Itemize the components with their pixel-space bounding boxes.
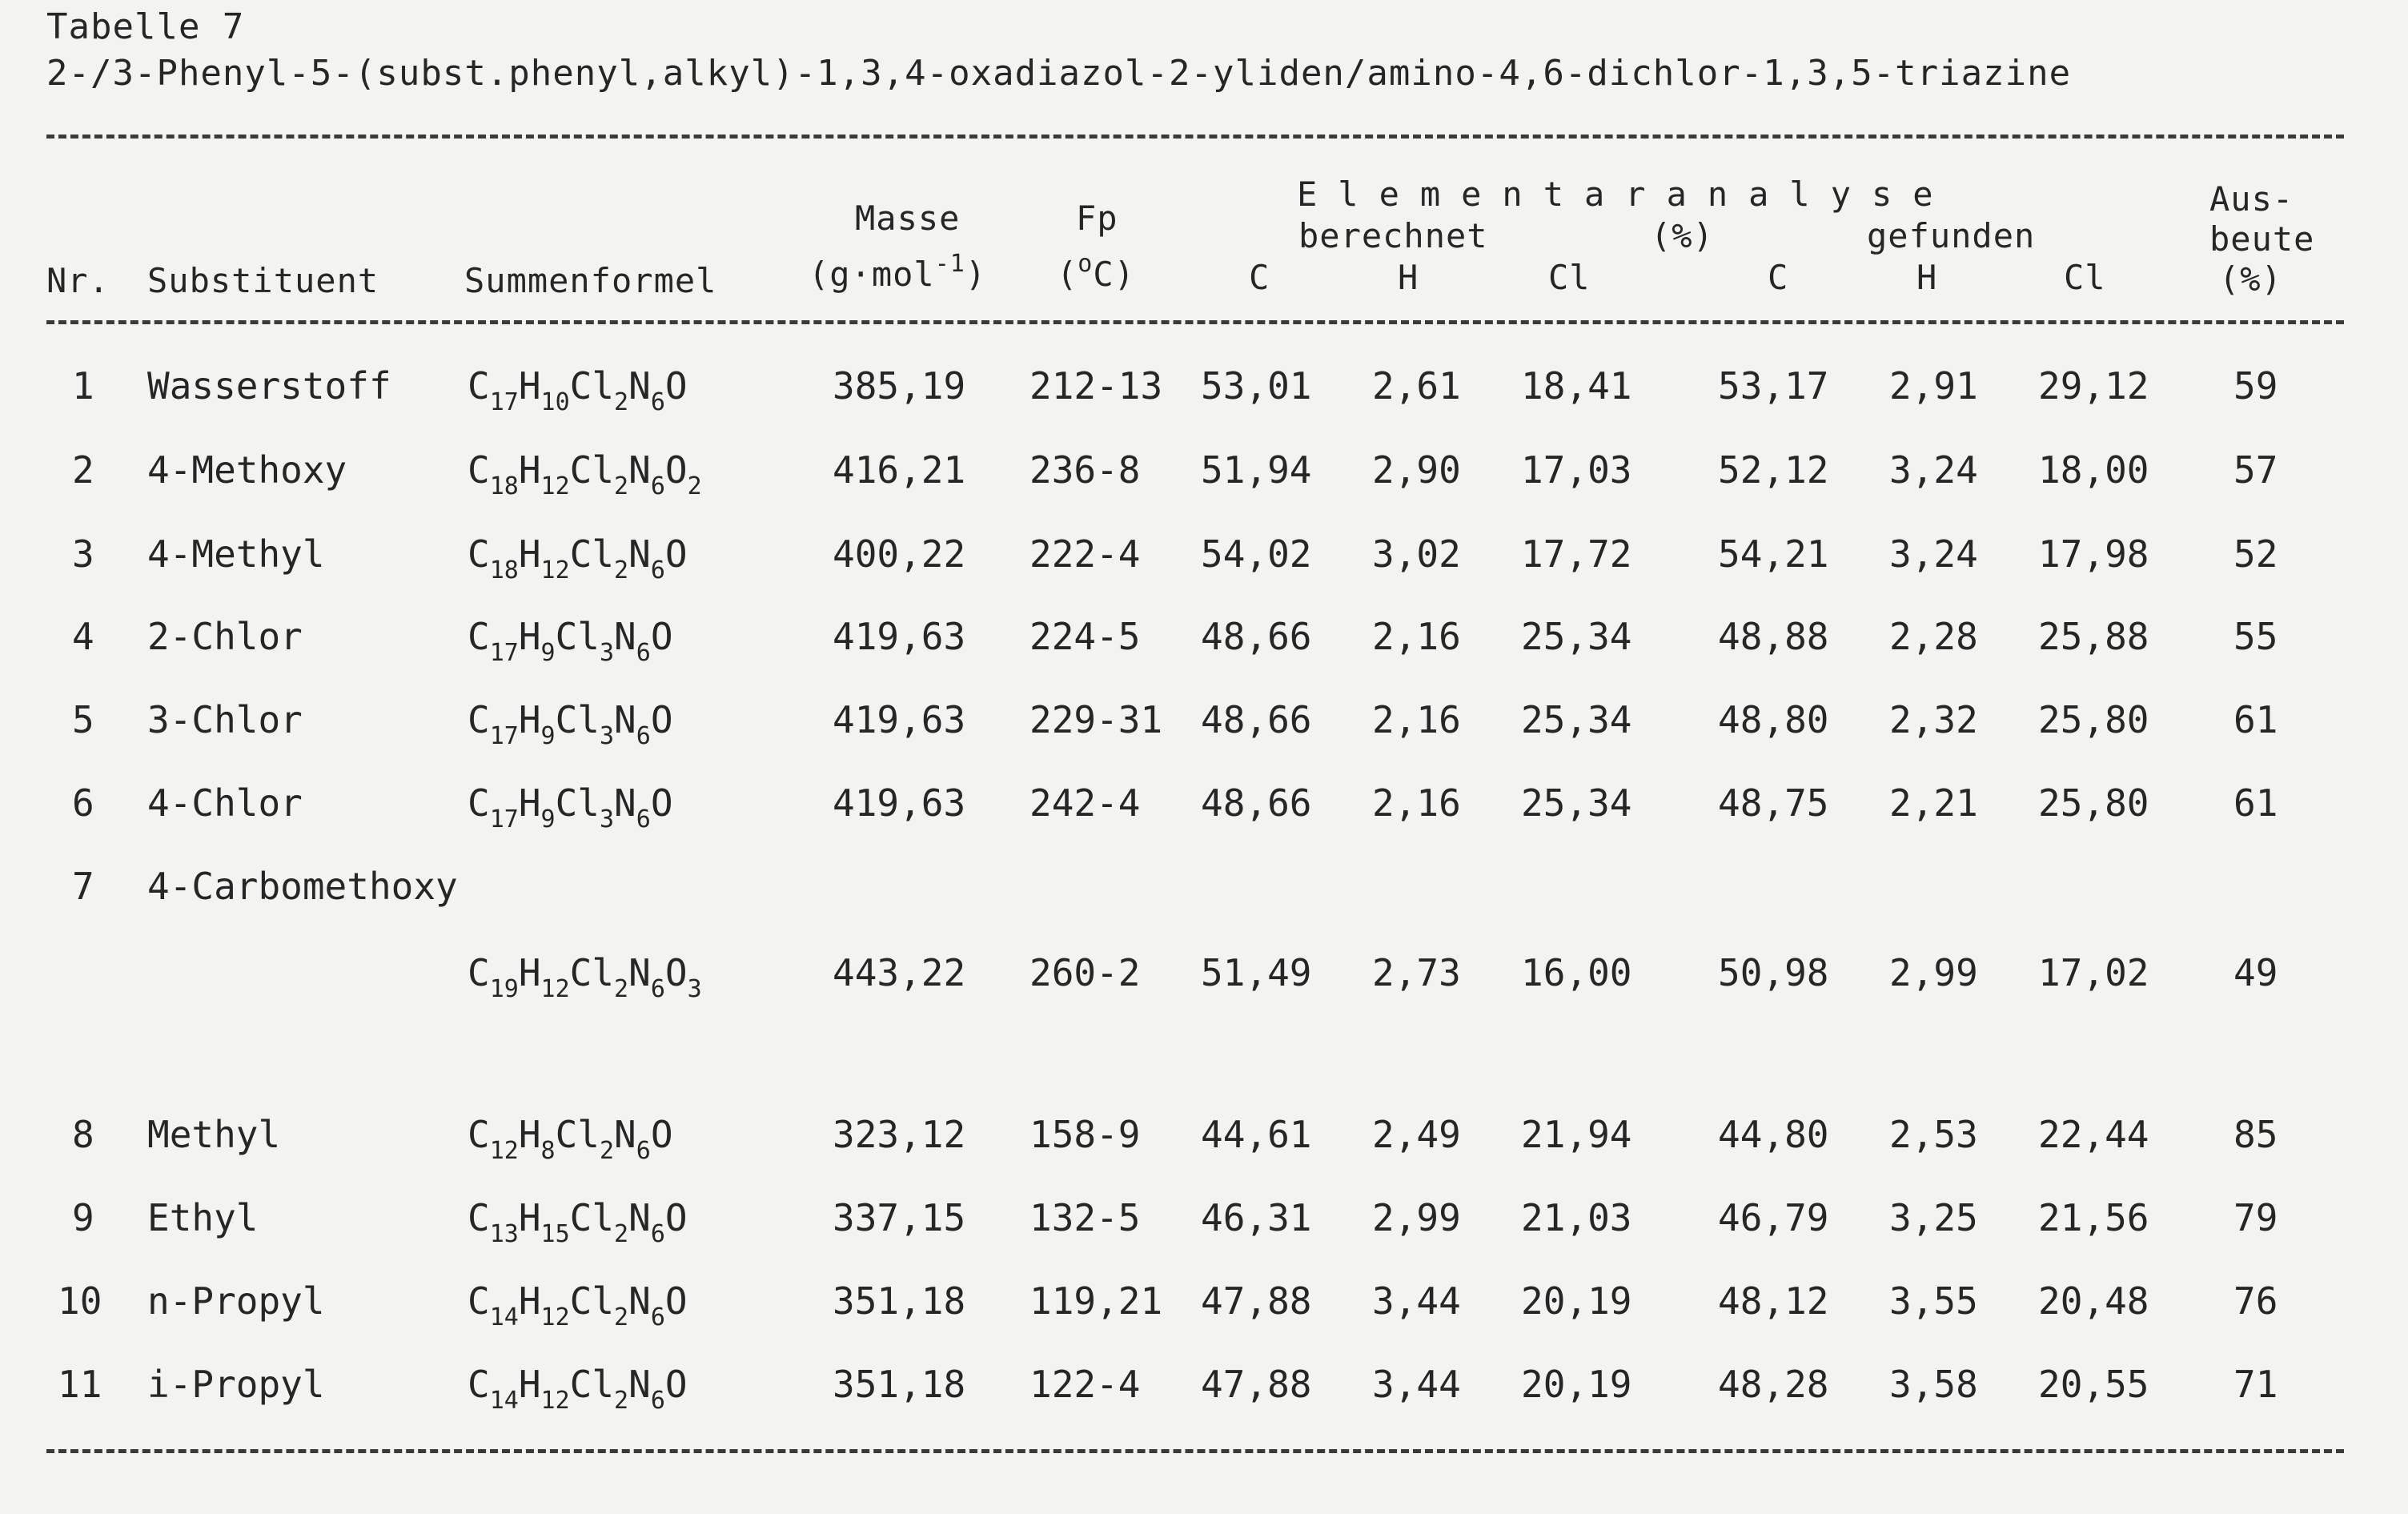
- row-found-c: 53,17: [1718, 364, 1829, 408]
- row-formula: [468, 1279, 688, 1331]
- formula-element: C: [468, 781, 490, 825]
- row-calc-h: 2,99: [1372, 1196, 1461, 1239]
- formula-subscript: 12: [489, 1137, 519, 1165]
- header-calc-cl: Cl: [1548, 258, 1591, 297]
- row-formula: [468, 364, 688, 416]
- row-found-h: 2,21: [1889, 781, 1978, 825]
- formula-element: Cl: [555, 615, 600, 658]
- row-number: 1: [72, 364, 94, 408]
- formula-subscript: 15: [540, 1220, 570, 1248]
- row-formula: [468, 532, 688, 584]
- formula-element: C: [468, 615, 490, 658]
- row-calc-cl: 25,34: [1521, 781, 1632, 825]
- formula-element: H: [518, 615, 541, 658]
- formula-element: H: [518, 448, 541, 492]
- formula-subscript: 9: [540, 639, 556, 667]
- formula-element: H: [518, 1196, 541, 1239]
- header-percent: (%): [1651, 216, 1714, 255]
- formula-element: O: [664, 448, 688, 492]
- row-found-h: 2,91: [1889, 364, 1978, 408]
- formula-subscript: 13: [489, 1220, 519, 1248]
- formula-element: Cl: [569, 1196, 615, 1239]
- formula-subscript: 19: [489, 975, 519, 1003]
- header-summenformel: Summenformel: [464, 261, 717, 300]
- formula-subscript: 18: [489, 472, 519, 500]
- formula-subscript: 6: [636, 1137, 651, 1165]
- row-fp: 122-4: [1029, 1363, 1141, 1406]
- row-yield: 57: [2233, 448, 2278, 492]
- formula-subscript: 12: [540, 1387, 570, 1415]
- row-formula: [468, 951, 702, 1003]
- row-fp: 212-13: [1029, 364, 1163, 408]
- row-found-c: 44,80: [1718, 1113, 1829, 1156]
- row-fp: 222-4: [1029, 532, 1141, 576]
- row-calc-cl: 25,34: [1521, 615, 1632, 658]
- row-masse: 443,22: [833, 951, 966, 994]
- formula-element: C: [468, 951, 490, 994]
- row-substituent: n-Propyl: [147, 1279, 325, 1323]
- formula-element: N: [614, 1113, 636, 1156]
- formula-element: N: [628, 1363, 651, 1406]
- formula-subscript: 3: [599, 722, 615, 750]
- formula-element: O: [664, 1279, 688, 1323]
- formula-subscript: 2: [687, 472, 702, 500]
- row-substituent: Methyl: [147, 1113, 281, 1156]
- header-fp: Fp: [1076, 199, 1118, 238]
- row-calc-cl: 17,03: [1521, 448, 1632, 492]
- formula-subscript: 12: [540, 472, 570, 500]
- formula-subscript: 6: [650, 975, 665, 1003]
- formula-subscript: 17: [489, 639, 519, 667]
- formula-element: C: [468, 698, 490, 741]
- formula-subscript: 2: [614, 975, 629, 1003]
- row-found-c: 46,79: [1718, 1196, 1829, 1239]
- header-found-h: H: [1916, 258, 1938, 297]
- row-calc-cl: 21,03: [1521, 1196, 1632, 1239]
- row-masse: 385,19: [833, 364, 966, 408]
- row-calc-c: 54,02: [1201, 532, 1312, 576]
- row-calc-c: 51,49: [1201, 951, 1312, 994]
- header-ausbeute-2: beute: [2209, 219, 2315, 259]
- row-fp: 229-31: [1029, 698, 1163, 741]
- header-gefunden: gefunden: [1867, 216, 2036, 255]
- header-found-cl: Cl: [2064, 258, 2106, 297]
- formula-element: H: [518, 781, 541, 825]
- formula-element: O: [664, 1196, 688, 1239]
- formula-subscript: 12: [540, 1303, 570, 1331]
- row-substituent: Ethyl: [147, 1196, 259, 1239]
- formula-element: O: [650, 781, 673, 825]
- row-masse: 337,15: [833, 1196, 966, 1239]
- row-formula: [468, 615, 673, 667]
- formula-element: N: [628, 532, 651, 576]
- formula-element: H: [518, 364, 541, 408]
- row-found-h: 2,32: [1889, 698, 1978, 741]
- header-masse: Masse: [855, 199, 961, 238]
- formula-subscript: 6: [636, 722, 651, 750]
- row-calc-cl: 21,94: [1521, 1113, 1632, 1156]
- header-fp-unit: [1057, 250, 1135, 294]
- header-elementaranalyse: Elementaranalyse: [1297, 175, 1954, 214]
- row-number: 10: [58, 1279, 102, 1323]
- formula-element: N: [628, 364, 651, 408]
- row-substituent: 2-Chlor: [147, 615, 303, 658]
- row-number: 7: [72, 865, 94, 908]
- row-number: 11: [58, 1363, 102, 1406]
- row-found-cl: 20,55: [2038, 1363, 2149, 1406]
- header-masse-unit: [809, 250, 987, 294]
- formula-element: O: [664, 364, 688, 408]
- fp-unit-close: C): [1093, 255, 1135, 294]
- formula-element: N: [628, 1279, 651, 1323]
- row-found-c: 48,12: [1718, 1279, 1829, 1323]
- row-masse: 400,22: [833, 532, 966, 576]
- formula-element: O: [650, 1113, 673, 1156]
- row-calc-cl: 20,19: [1521, 1279, 1632, 1323]
- row-masse: 419,63: [833, 698, 966, 741]
- row-calc-c: 53,01: [1201, 364, 1312, 408]
- row-found-cl: 25,88: [2038, 615, 2149, 658]
- row-substituent: i-Propyl: [147, 1363, 325, 1406]
- header-ausbeute-3: (%): [2219, 259, 2282, 299]
- row-number: 5: [72, 698, 94, 741]
- row-calc-cl: 16,00: [1521, 951, 1632, 994]
- formula-element: Cl: [569, 448, 615, 492]
- row-calc-c: 48,66: [1201, 615, 1312, 658]
- row-found-cl: 22,44: [2038, 1113, 2149, 1156]
- header-calc-h: H: [1398, 258, 1419, 297]
- row-formula: [468, 1196, 688, 1248]
- row-found-h: 3,58: [1889, 1363, 1978, 1406]
- row-formula: [468, 1363, 688, 1415]
- formula-subscript: 6: [650, 1220, 665, 1248]
- formula-element: N: [628, 448, 651, 492]
- row-yield: 76: [2233, 1279, 2278, 1323]
- formula-element: Cl: [569, 532, 615, 576]
- row-fp: 224-5: [1029, 615, 1141, 658]
- row-yield: 61: [2233, 698, 2278, 741]
- formula-element: Cl: [555, 781, 600, 825]
- formula-element: N: [614, 698, 636, 741]
- row-number: 6: [72, 781, 94, 825]
- row-calc-c: 46,31: [1201, 1196, 1312, 1239]
- row-found-c: 48,28: [1718, 1363, 1829, 1406]
- row-found-cl: 18,00: [2038, 448, 2149, 492]
- header-calc-c: C: [1249, 258, 1270, 297]
- row-calc-cl: 18,41: [1521, 364, 1632, 408]
- row-fp: 158-9: [1029, 1113, 1141, 1156]
- row-yield: 61: [2233, 781, 2278, 825]
- formula-subscript: 3: [599, 639, 615, 667]
- formula-subscript: 6: [650, 472, 665, 500]
- row-found-c: 48,80: [1718, 698, 1829, 741]
- formula-element: C: [468, 448, 490, 492]
- formula-subscript: 6: [650, 1387, 665, 1415]
- row-found-cl: 20,48: [2038, 1279, 2149, 1323]
- formula-element: C: [468, 532, 490, 576]
- formula-element: Cl: [569, 951, 615, 994]
- row-calc-h: 2,16: [1372, 781, 1461, 825]
- row-substituent: 4-Chlor: [147, 781, 303, 825]
- row-masse: 419,63: [833, 615, 966, 658]
- fp-unit-open: (: [1057, 255, 1078, 294]
- row-yield: 49: [2233, 951, 2278, 994]
- header-found-c: C: [1768, 258, 1789, 297]
- row-fp: 236-8: [1029, 448, 1141, 492]
- row-number: 8: [72, 1113, 94, 1156]
- formula-subscript: 8: [540, 1137, 556, 1165]
- formula-element: Cl: [555, 698, 600, 741]
- formula-element: C: [468, 1363, 490, 1406]
- row-number: 2: [72, 448, 94, 492]
- formula-element: H: [518, 1113, 541, 1156]
- formula-subscript: 6: [636, 639, 651, 667]
- row-yield: 55: [2233, 615, 2278, 658]
- row-calc-c: 44,61: [1201, 1113, 1312, 1156]
- row-calc-c: 48,66: [1201, 781, 1312, 825]
- formula-element: N: [614, 781, 636, 825]
- row-fp: 242-4: [1029, 781, 1141, 825]
- row-found-cl: 17,02: [2038, 951, 2149, 994]
- formula-element: N: [628, 1196, 651, 1239]
- row-found-c: 52,12: [1718, 448, 1829, 492]
- row-found-cl: 21,56: [2038, 1196, 2149, 1239]
- masse-unit-text: (g·mol: [809, 255, 935, 294]
- row-formula: [468, 698, 673, 750]
- formula-subscript: 2: [614, 472, 629, 500]
- row-masse: 323,12: [833, 1113, 966, 1156]
- formula-element: H: [518, 1279, 541, 1323]
- header-nr: Nr.: [46, 261, 110, 300]
- row-calc-h: 3,44: [1372, 1279, 1461, 1323]
- table-number: Tabelle 7: [46, 6, 245, 47]
- formula-element: C: [468, 1113, 490, 1156]
- formula-subscript: 2: [614, 388, 629, 416]
- formula-subscript: 2: [614, 556, 629, 584]
- row-yield: 59: [2233, 364, 2278, 408]
- row-masse: 419,63: [833, 781, 966, 825]
- formula-subscript: 9: [540, 722, 556, 750]
- formula-element: O: [664, 1363, 688, 1406]
- formula-element: C: [468, 364, 490, 408]
- formula-element: H: [518, 1363, 541, 1406]
- row-number: 9: [72, 1196, 94, 1239]
- row-found-h: 3,55: [1889, 1279, 1978, 1323]
- formula-subscript: 3: [599, 805, 615, 833]
- formula-subscript: 17: [489, 388, 519, 416]
- formula-subscript: 2: [614, 1303, 629, 1331]
- row-found-cl: 29,12: [2038, 364, 2149, 408]
- row-calc-cl: 25,34: [1521, 698, 1632, 741]
- formula-subscript: 3: [687, 975, 702, 1003]
- fp-unit-degree: o: [1078, 250, 1094, 278]
- row-calc-c: 47,88: [1201, 1279, 1312, 1323]
- row-calc-h: 2,16: [1372, 615, 1461, 658]
- row-substituent: 4-Methoxy: [147, 448, 347, 492]
- row-found-c: 54,21: [1718, 532, 1829, 576]
- formula-subscript: 9: [540, 805, 556, 833]
- formula-subscript: 2: [614, 1387, 629, 1415]
- formula-element: Cl: [569, 364, 615, 408]
- masse-unit-close: ): [965, 255, 987, 294]
- row-calc-h: 2,16: [1372, 698, 1461, 741]
- row-substituent: Wasserstoff: [147, 364, 391, 408]
- row-formula: [468, 1113, 673, 1165]
- formula-element: N: [614, 615, 636, 658]
- formula-subscript: 6: [650, 556, 665, 584]
- header-berechnet: berechnet: [1298, 216, 1488, 255]
- formula-subscript: 2: [599, 1137, 615, 1165]
- row-yield: 52: [2233, 532, 2278, 576]
- row-formula: [468, 448, 702, 500]
- formula-subscript: 12: [540, 975, 570, 1003]
- row-calc-h: 2,73: [1372, 951, 1461, 994]
- formula-element: C: [468, 1279, 490, 1323]
- row-calc-h: 2,61: [1372, 364, 1461, 408]
- formula-subscript: 17: [489, 805, 519, 833]
- row-calc-c: 47,88: [1201, 1363, 1312, 1406]
- row-found-c: 48,88: [1718, 615, 1829, 658]
- row-calc-cl: 20,19: [1521, 1363, 1632, 1406]
- row-masse: 351,18: [833, 1279, 966, 1323]
- row-calc-h: 3,44: [1372, 1363, 1461, 1406]
- row-substituent: 4-Methyl: [147, 532, 325, 576]
- row-found-c: 50,98: [1718, 951, 1829, 994]
- formula-subscript: 18: [489, 556, 519, 584]
- header-ausbeute-1: Aus-: [2209, 179, 2294, 219]
- formula-element: H: [518, 532, 541, 576]
- formula-subscript: 14: [489, 1387, 519, 1415]
- row-number: 3: [72, 532, 94, 576]
- formula-element: C: [468, 1196, 490, 1239]
- row-yield: 85: [2233, 1113, 2278, 1156]
- row-masse: 416,21: [833, 448, 966, 492]
- formula-subscript: 6: [650, 1303, 665, 1331]
- row-substituent: 4-Carbomethoxy: [147, 865, 458, 908]
- row-formula: [468, 781, 673, 833]
- top-rule: [46, 135, 2344, 139]
- formula-element: O: [650, 615, 673, 658]
- formula-element: Cl: [569, 1363, 615, 1406]
- formula-subscript: 6: [650, 388, 665, 416]
- row-found-h: 2,28: [1889, 615, 1978, 658]
- row-found-h: 3,24: [1889, 532, 1978, 576]
- formula-subscript: 12: [540, 556, 570, 584]
- formula-subscript: 14: [489, 1303, 519, 1331]
- formula-element: H: [518, 698, 541, 741]
- row-calc-h: 2,49: [1372, 1113, 1461, 1156]
- formula-element: N: [628, 951, 651, 994]
- row-found-h: 2,99: [1889, 951, 1978, 994]
- row-found-h: 3,25: [1889, 1196, 1978, 1239]
- masse-unit-exponent: -1: [934, 250, 965, 278]
- row-found-cl: 25,80: [2038, 698, 2149, 741]
- row-substituent: 3-Chlor: [147, 698, 303, 741]
- row-calc-h: 2,90: [1372, 448, 1461, 492]
- header-rule: [46, 320, 2344, 324]
- row-calc-c: 48,66: [1201, 698, 1312, 741]
- formula-element: O: [664, 951, 688, 994]
- formula-element: O: [664, 532, 688, 576]
- row-masse: 351,18: [833, 1363, 966, 1406]
- formula-subscript: 2: [614, 1220, 629, 1248]
- formula-subscript: 6: [636, 805, 651, 833]
- row-found-cl: 25,80: [2038, 781, 2149, 825]
- row-found-h: 2,53: [1889, 1113, 1978, 1156]
- row-found-cl: 17,98: [2038, 532, 2149, 576]
- row-calc-c: 51,94: [1201, 448, 1312, 492]
- formula-element: Cl: [555, 1113, 600, 1156]
- row-fp: 132-5: [1029, 1196, 1141, 1239]
- row-yield: 79: [2233, 1196, 2278, 1239]
- row-found-h: 3,24: [1889, 448, 1978, 492]
- table-caption: 2-/3-Phenyl-5-(subst.phenyl,alkyl)-1,3,4-oxadiazol-2-yliden/amino-4,6-dichlor-1,3,5-triazine: [46, 53, 2072, 94]
- row-calc-h: 3,02: [1372, 532, 1461, 576]
- row-number: 4: [72, 615, 94, 658]
- row-calc-cl: 17,72: [1521, 532, 1632, 576]
- bottom-rule: [46, 1449, 2344, 1453]
- row-fp: 119,21: [1029, 1279, 1163, 1323]
- row-found-c: 48,75: [1718, 781, 1829, 825]
- formula-subscript: 17: [489, 722, 519, 750]
- row-fp: 260-2: [1029, 951, 1141, 994]
- row-yield: 71: [2233, 1363, 2278, 1406]
- formula-subscript: 10: [540, 388, 570, 416]
- formula-element: Cl: [569, 1279, 615, 1323]
- header-substituent: Substituent: [147, 261, 379, 300]
- formula-element: O: [650, 698, 673, 741]
- formula-element: H: [518, 951, 541, 994]
